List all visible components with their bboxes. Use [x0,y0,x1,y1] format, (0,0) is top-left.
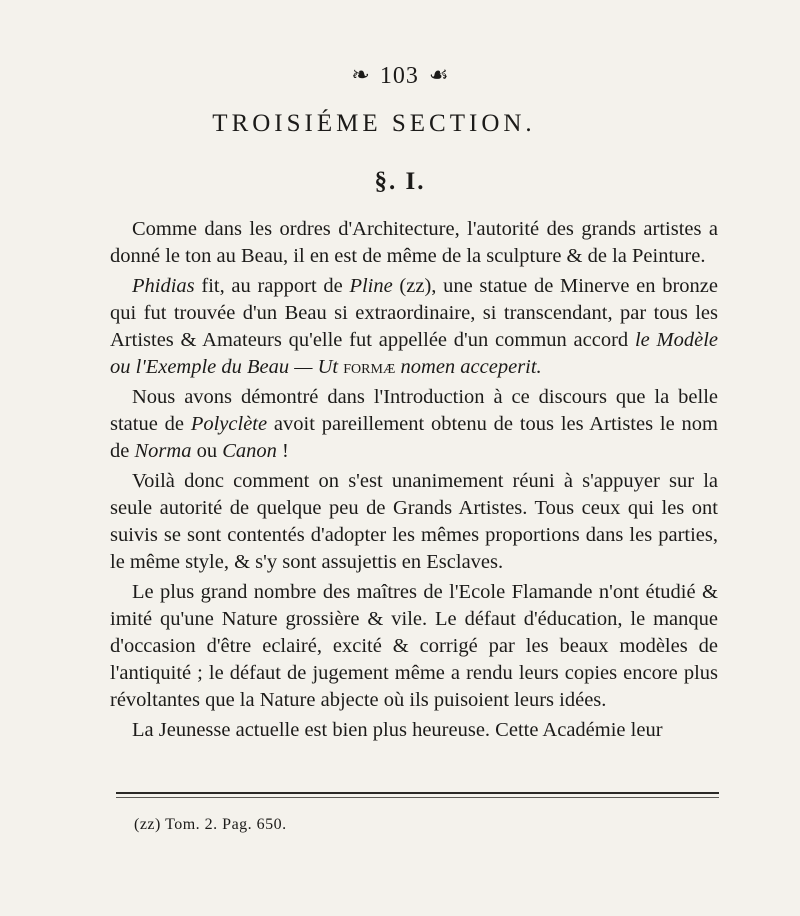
name-polyclete: Polyclète [190,413,268,435]
word-canon: Canon [222,440,277,462]
small-caps-formae: formæ [343,356,396,378]
paragraph-3: Nous avons démontré dans l'Introduction à ce discours que la belle statue de Polyclète avoit pareillement obtenu de tous les Artistes le nom de Norma ou Canon ! [110,386,718,462]
body-text [110,216,718,744]
paragraph-2: Phidias fit, au rapport de Pline (zz), une statue de Minerve en bronze qui fut trouvée d'un Beau si extraordinaire, si transcendant, par tous les Artistes & Amateurs qu'elle fut appellée d'un commun accord le Modèle ou l'Exemple du Beau — Ut formæ nomen acceperit. [110,275,718,378]
name-pline: Pline [349,275,393,297]
right-fleuron-icon: ☙ [428,62,449,87]
word-norma: Norma [134,440,192,462]
paragraph-5: Le plus grand nombre des maîtres de l'Ecole Flamande n'ont étudié & imité qu'une Nature grossière & vile. Le défaut d'éducation, le manque d'occasion d'être eclairé, excité & corrigé par les beaux modèles de l'antiquité ; le défaut de jugement même a rendu leurs copies encore plus révoltantes que la Nature abjecte où ils puisoient leurs idées. [110,581,718,711]
running-header [0,62,800,90]
left-fleuron-icon: ❧ [351,62,370,87]
footnote-rule [116,792,719,794]
section-title: TROISIÉME SECTION. [212,110,536,137]
paragraph-4: Voilà donc comment on s'est unanimement réuni à s'appuyer sur la seule autorité de quelque peu de Grands Artistes. Tous ceux qui les ont suivis se sont contentés d'adopter les mêmes proportions dans les parties, le même style, & s'y sont assujettis en Esclaves. [110,470,718,573]
paragraph-6: La Jeunesse actuelle est bien plus heureuse. Cette Académie leur [132,719,663,741]
footnote-rule-thin [116,797,719,798]
paragraph-1: Comme dans les ordres d'Architecture, l'autorité des grands artistes a donné le ton au Beau, il en est de même de la sculpture & de la Peinture. [110,218,718,267]
footnote: (zz) Tom. 2. Pag. 650. [134,816,287,833]
section-number: §. I. [374,168,426,195]
latin-quote: le Modèle ou l'Exemple du Beau — Ut [110,329,718,378]
name-phidias: Phidias [132,275,195,297]
page-number: 103 [379,63,419,89]
